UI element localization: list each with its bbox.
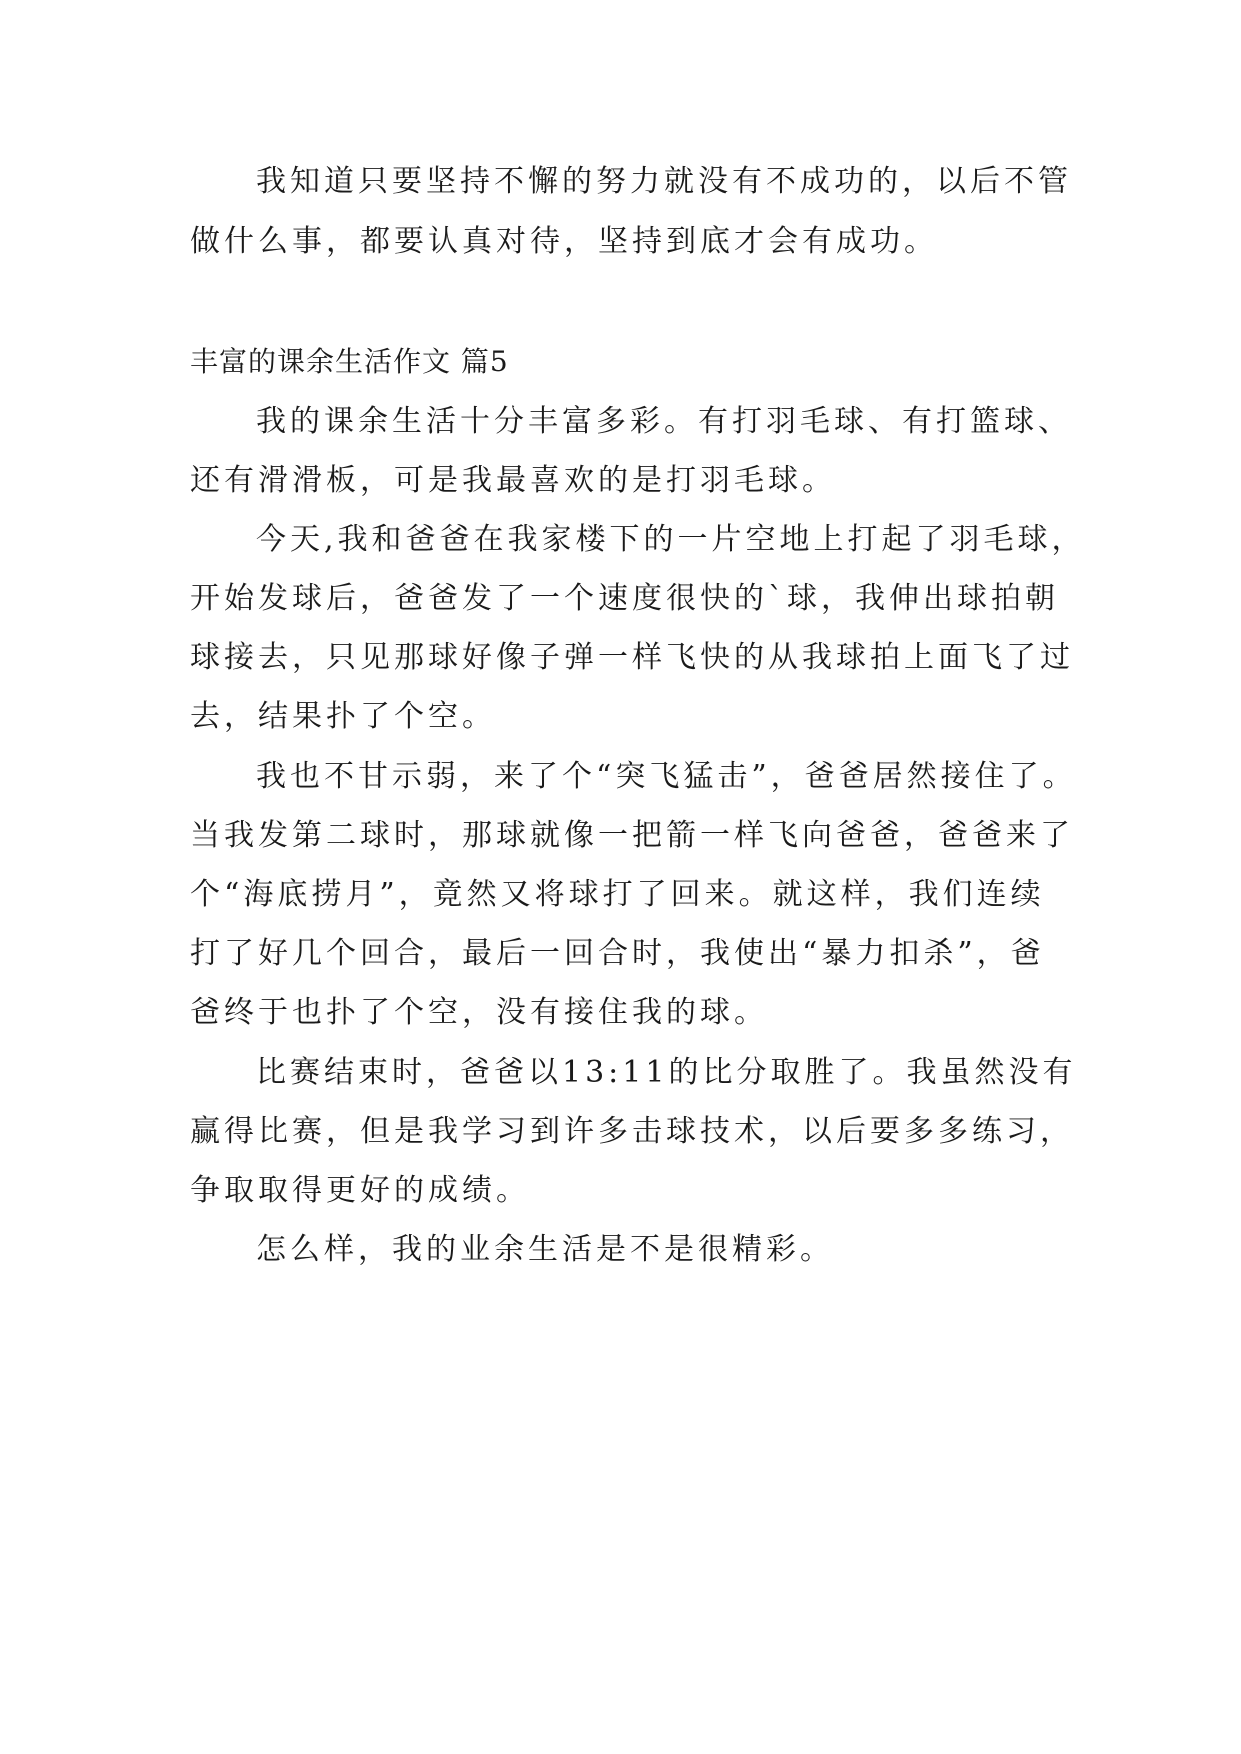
paragraph-6-line-1: 怎么样，我的业余生活是不是很精彩。 bbox=[256, 1232, 834, 1267]
paragraph-1-line-2: 做什么事，都要认真对待，坚持到底才会有成功。 bbox=[190, 224, 938, 259]
paragraph-3-line-3: 球接去，只见那球好像子弹一样飞快的从我球拍上面飞了过 bbox=[190, 640, 1074, 675]
paragraph-3-line-1: 今天,我和爸爸在我家楼下的一片空地上打起了羽毛球， bbox=[256, 522, 1086, 557]
paragraph-4-line-1: 我也不甘示弱，来了个“突飞猛击”，爸爸居然接住了。 bbox=[256, 759, 1077, 794]
paragraph-2-line-2: 还有滑滑板，可是我最喜欢的是打羽毛球。 bbox=[190, 463, 836, 498]
paragraph-5-line-1: 比赛结束时，爸爸以13:11的比分取胜了。我虽然没有 bbox=[256, 1055, 1077, 1090]
paragraph-5-line-2: 赢得比赛，但是我学习到许多击球技术，以后要多多练习， bbox=[190, 1114, 1074, 1149]
paragraph-1-line-1: 我知道只要坚持不懈的努力就没有不成功的，以后不管 bbox=[256, 164, 1072, 199]
paragraph-5-line-3: 争取取得更好的成绩。 bbox=[190, 1173, 530, 1208]
section-heading: 丰富的课余生活作文 篇5 bbox=[190, 345, 509, 378]
paragraph-4-line-3: 个“海底捞月”，竟然又将球打了回来。就这样，我们连续 bbox=[190, 877, 1045, 912]
paragraph-4-line-2: 当我发第二球时，那球就像一把箭一样飞向爸爸，爸爸来了 bbox=[190, 818, 1074, 853]
paragraph-3-line-2: 开始发球后，爸爸发了一个速度很快的`球，我伸出球拍朝 bbox=[190, 581, 1059, 616]
paragraph-3-line-4: 去，结果扑了个空。 bbox=[190, 699, 496, 734]
paragraph-4-line-4: 打了好几个回合，最后一回合时，我使出“暴力扣杀”，爸 bbox=[190, 936, 1045, 971]
paragraph-2-line-1: 我的课余生活十分丰富多彩。有打羽毛球、有打篮球、 bbox=[256, 404, 1072, 439]
paragraph-4-line-5: 爸终于也扑了个空，没有接住我的球。 bbox=[190, 995, 768, 1030]
